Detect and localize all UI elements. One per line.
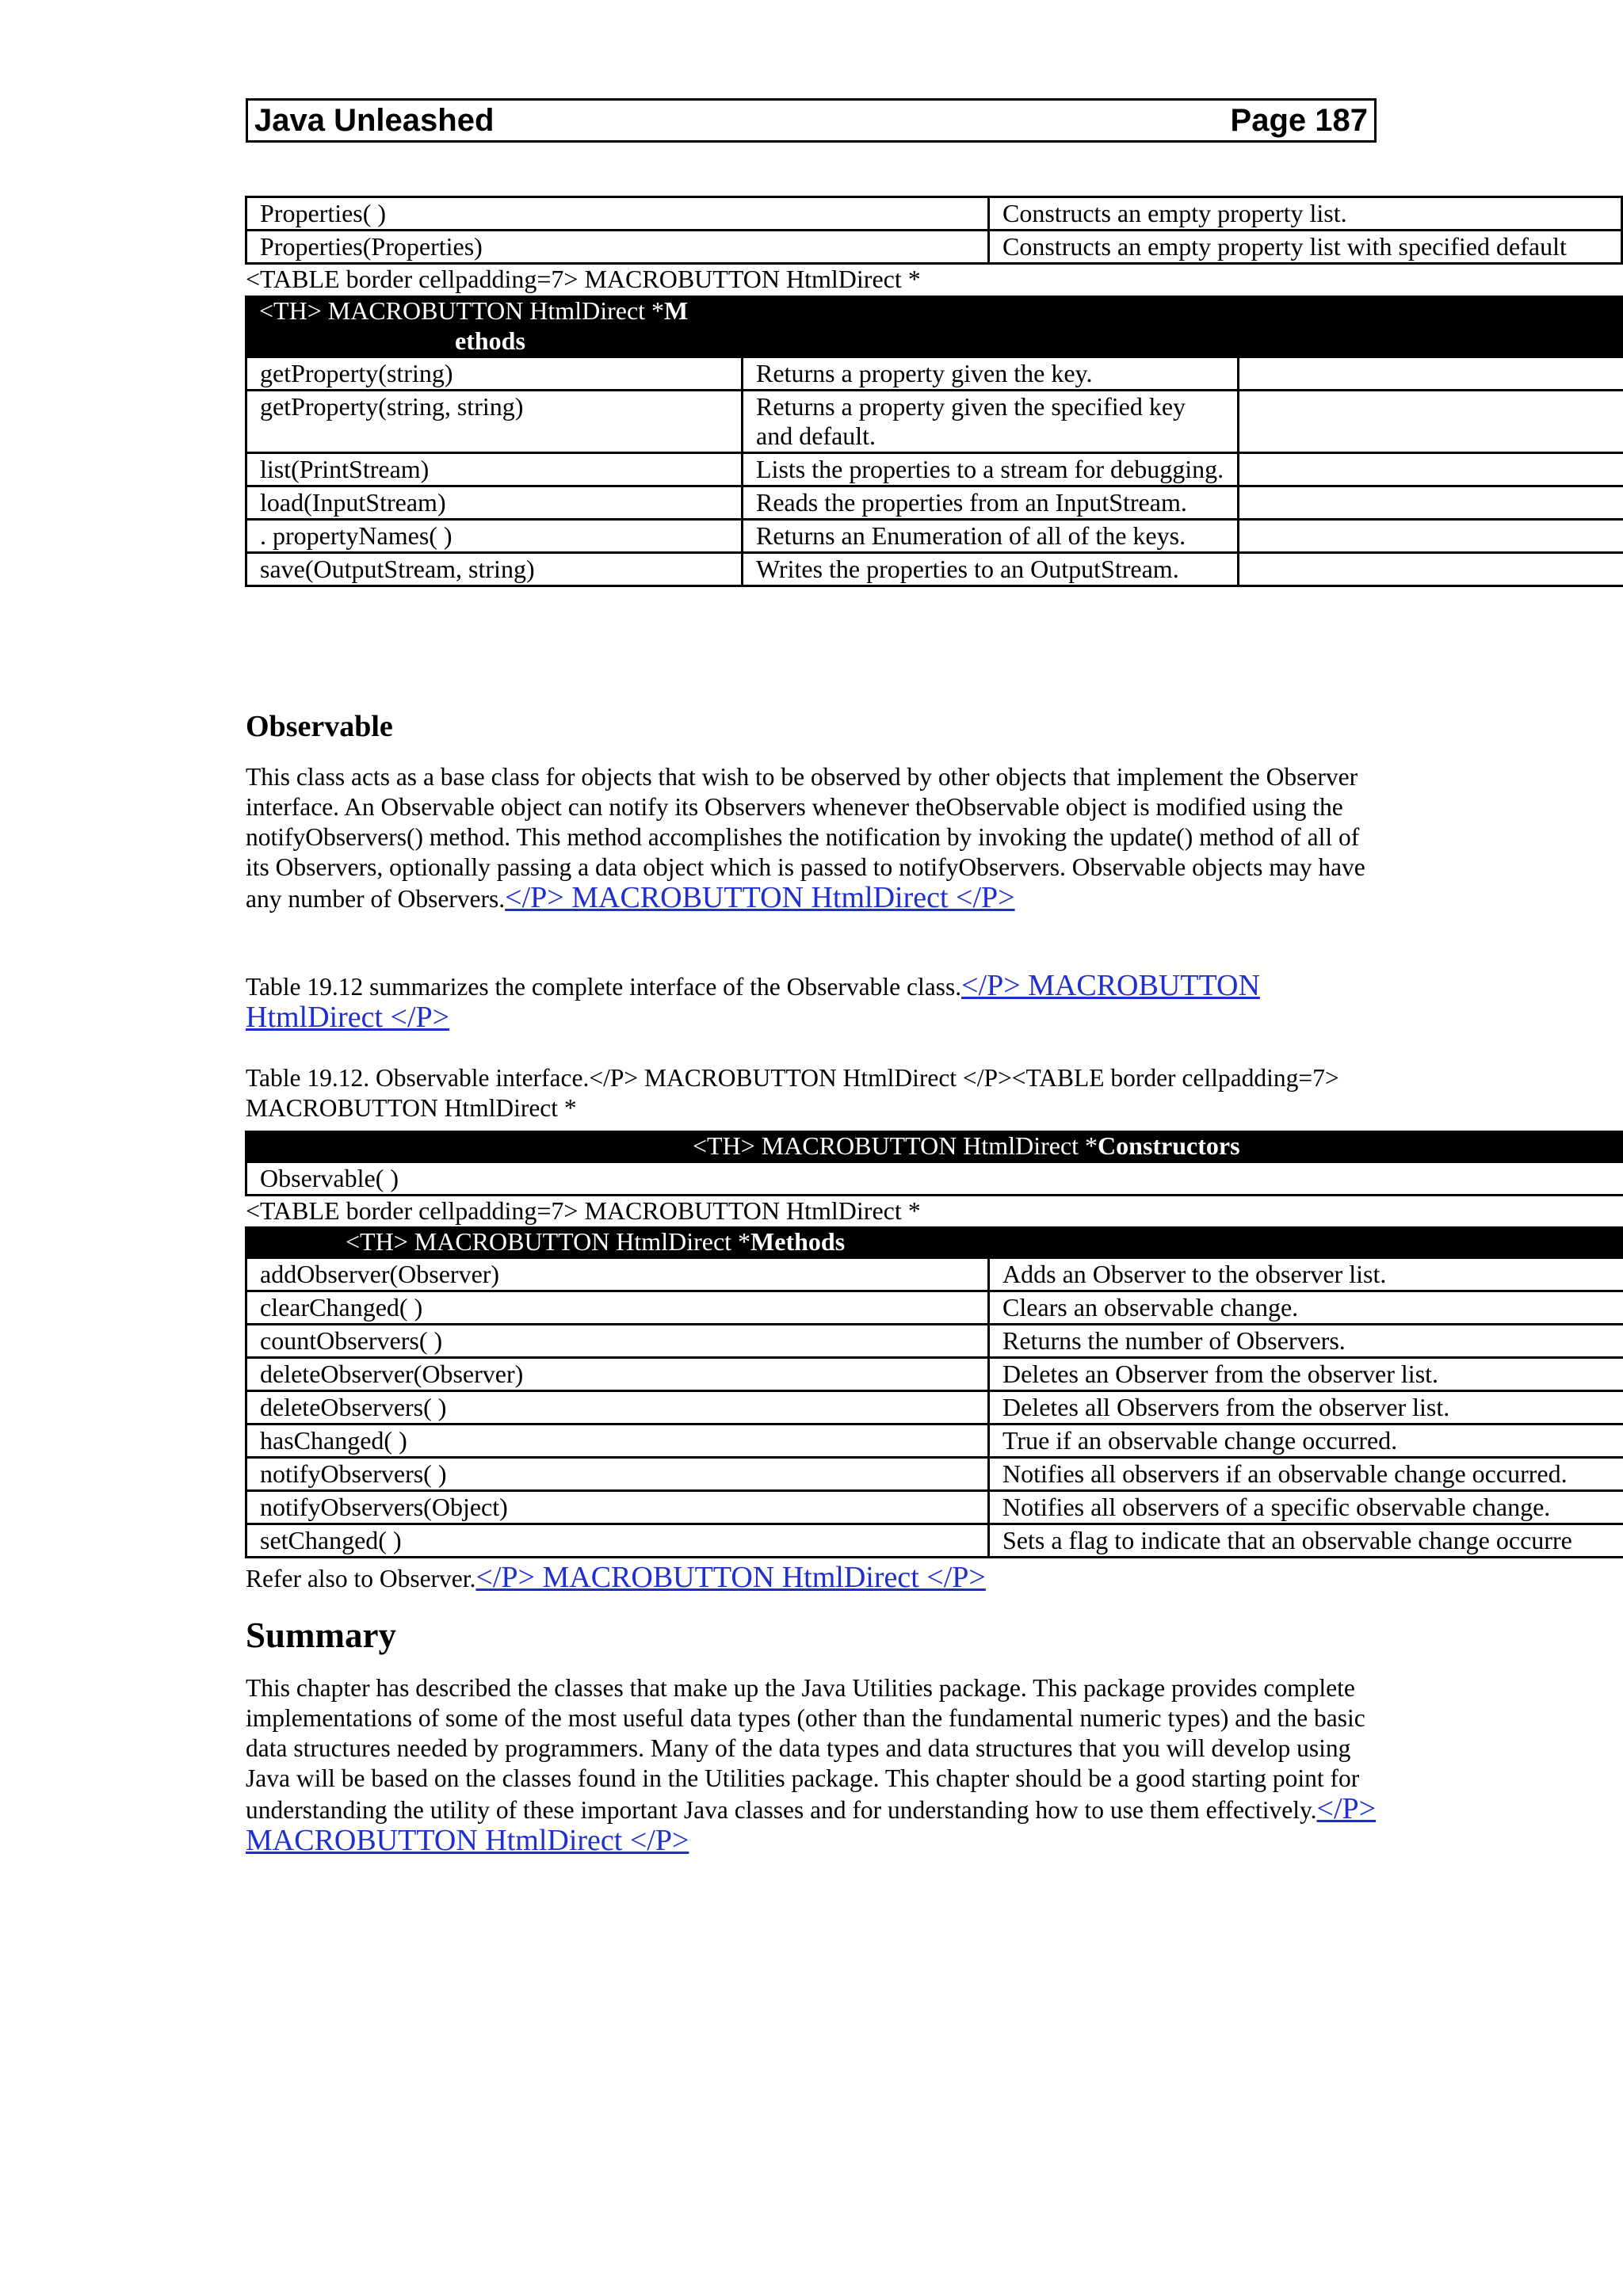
observable-constructors-table — [245, 1161, 1623, 1196]
table-cell: setChanged( ) — [246, 1524, 989, 1558]
table-cell: . propertyNames( ) — [246, 520, 743, 553]
header-bold: M — [664, 296, 689, 325]
table-cell: Observable( ) — [246, 1162, 1623, 1196]
summary-heading: Summary — [246, 1615, 396, 1655]
table-row — [246, 1425, 1623, 1458]
macrobutton-link[interactable]: </P> MACROBUTTON HtmlDirect </P> — [505, 881, 1015, 914]
table-cell: hasChanged( ) — [246, 1425, 989, 1458]
table-row — [246, 1325, 1623, 1358]
raw-markup-line: <TABLE border cellpadding=7> MACROBUTTON HtmlDirect * — [246, 265, 921, 293]
table-row — [246, 1291, 1623, 1325]
observable-methods-header-bar — [245, 1226, 1623, 1257]
section-heading: Observable — [246, 710, 393, 743]
paragraph-text: Table 19.12 summarizes the complete interface of the Observable class. — [246, 973, 962, 1001]
table-row — [246, 1162, 1623, 1196]
macrobutton-link[interactable]: </P> MACROBUTTON HtmlDirect </P> — [246, 969, 1260, 1034]
properties-constructors-table — [245, 196, 1623, 265]
table-row — [246, 231, 1622, 264]
table-cell: Writes the properties to an OutputStream. — [743, 553, 1239, 586]
table-row — [246, 197, 1622, 231]
table-cell: True if an observable change occurred. — [989, 1425, 1623, 1458]
table-cell-empty — [1239, 453, 1623, 486]
raw-markup-line: <TABLE border cellpadding=7> MACROBUTTON HtmlDirect * — [246, 1196, 921, 1225]
table-row — [246, 1458, 1623, 1491]
table-cell: Deletes all Observers from the observer list. — [989, 1391, 1623, 1425]
table-cell: deleteObservers( ) — [246, 1391, 989, 1425]
table-cell: notifyObservers( ) — [246, 1458, 989, 1491]
book-title: Java Unleashed — [254, 103, 495, 138]
table-cell: Returns a property given the key. — [743, 357, 1239, 391]
table-cell: Returns a property given the specified key and default. — [743, 391, 1239, 453]
table-cell: getProperty(string) — [246, 357, 743, 391]
observable-paragraph — [246, 762, 1379, 914]
table-cell: clearChanged( ) — [246, 1291, 989, 1325]
table-cell: Constructs an empty property list. — [989, 197, 1622, 231]
table-cell: Sets a flag to indicate that an observable change occurre — [989, 1524, 1623, 1558]
table-cell: Properties( ) — [246, 197, 989, 231]
table-cell-empty — [1239, 357, 1623, 391]
table-row — [246, 1258, 1623, 1291]
table-cell: notifyObservers(Object) — [246, 1491, 989, 1524]
table-cell: Deletes an Observer from the observer list. — [989, 1358, 1623, 1391]
table-cell: Notifies all observers of a specific observable change. — [989, 1491, 1623, 1524]
table-cell-empty — [1239, 520, 1623, 553]
paragraph-text: Refer also to Observer. — [246, 1565, 476, 1592]
table-cell: Returns the number of Observers. — [989, 1325, 1623, 1358]
table-cell-empty — [1239, 391, 1623, 453]
table-row — [246, 357, 1623, 391]
header-markup: <TH> MACROBUTTON HtmlDirect * — [346, 1227, 751, 1256]
table-cell: Returns an Enumeration of all of the keys. — [743, 520, 1239, 553]
table-row — [246, 1524, 1623, 1558]
table-cell-empty — [1239, 553, 1623, 586]
summary-table-paragraph — [246, 971, 1379, 1034]
header-markup: <TH> MACROBUTTON HtmlDirect * — [259, 296, 665, 325]
table-row — [246, 391, 1623, 453]
header-bold: Constructors — [1098, 1131, 1240, 1160]
methods-header-bar — [245, 296, 1623, 357]
table-cell: addObserver(Observer) — [246, 1258, 989, 1291]
paragraph-text: This chapter has described the classes that make up the Java Utilities package. This package provides complete implementations of some of the most useful data types (other than the fundamental numeric types) and the basic data structures needed by programmers. Many of the data types and data structures that you will develop using Java will be based on the classes found in the Utilities package. This chapter should be a good starting point for understanding the utility of these important Java classes and for understanding how to use them effectively. — [246, 1674, 1365, 1824]
table-cell: Lists the properties to a stream for debugging. — [743, 453, 1239, 486]
table-cell: deleteObserver(Observer) — [246, 1358, 989, 1391]
paragraph-text: This class acts as a base class for objects that wish to be observed by other objects that implement the Observer interface. An Observable object can notify its Observers whenever theObservable object is modified using the notifyObservers() method. This method accomplishes the notification by invoking the update() method of all of its Observers, optionally passing a data object which is passed to notifyObservers. Observable objects may have any number of Observers. — [246, 763, 1365, 913]
table-row — [246, 1391, 1623, 1425]
table-cell: list(PrintStream) — [246, 453, 743, 486]
table-cell: Notifies all observers if an observable change occurred. — [989, 1458, 1623, 1491]
page-number: Page 187 — [1230, 103, 1368, 138]
table-row — [246, 1358, 1623, 1391]
summary-paragraph — [246, 1673, 1379, 1857]
table-cell: load(InputStream) — [246, 486, 743, 520]
page-header — [246, 98, 1377, 143]
table-caption: Table 19.12. Observable interface.</P> MACROBUTTON HtmlDirect </P><TABLE border cellpadding=7> MACROBUTTON HtmlDirect * — [246, 1064, 1339, 1122]
refer-also-line — [246, 1562, 1434, 1594]
table-cell: getProperty(string, string) — [246, 391, 743, 453]
table-row — [246, 520, 1623, 553]
properties-methods-table — [245, 356, 1623, 587]
observable-methods-table — [245, 1257, 1623, 1558]
macrobutton-link[interactable]: </P> MACROBUTTON HtmlDirect </P> — [246, 1792, 1377, 1857]
table-cell: Clears an observable change. — [989, 1291, 1623, 1325]
table-cell: Reads the properties from an InputStream. — [743, 486, 1239, 520]
table-row — [246, 553, 1623, 586]
header-markup: <TH> MACROBUTTON HtmlDirect * — [693, 1131, 1098, 1160]
constructors-header-bar — [245, 1131, 1623, 1161]
table-row — [246, 1491, 1623, 1524]
table-row — [246, 453, 1623, 486]
table-cell: save(OutputStream, string) — [246, 553, 743, 586]
header-bold: Methods — [750, 1227, 846, 1256]
table-cell: Constructs an empty property list with specified default — [989, 231, 1622, 264]
table-cell-empty — [1239, 486, 1623, 520]
table-cell: countObservers( ) — [246, 1325, 989, 1358]
table-cell: Properties(Properties) — [246, 231, 989, 264]
header-bold-cont: ethods — [455, 326, 525, 355]
table-cell: Adds an Observer to the observer list. — [989, 1258, 1623, 1291]
table-row — [246, 486, 1623, 520]
macrobutton-link[interactable]: </P> MACROBUTTON HtmlDirect </P> — [475, 1561, 986, 1594]
